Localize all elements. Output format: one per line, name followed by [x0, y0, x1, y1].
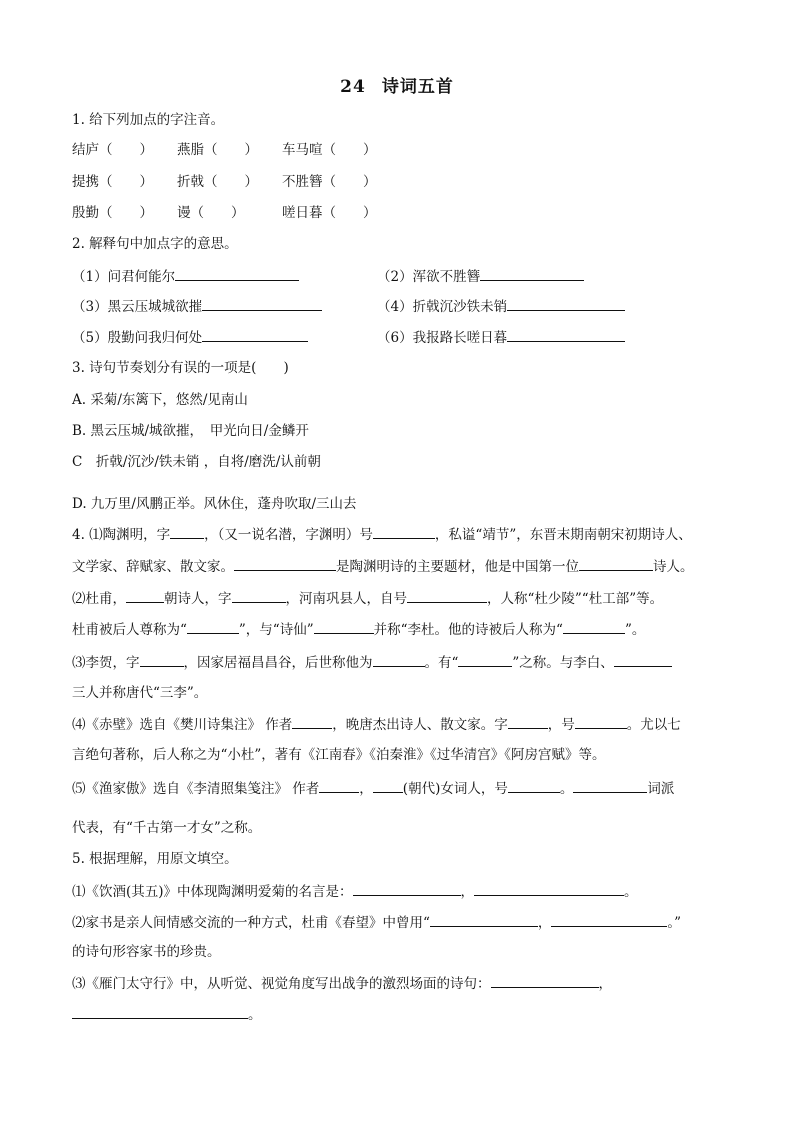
answer-blank	[202, 296, 322, 311]
q3-option: C 折戟/沉沙/铁未销 ，自将/磨洗/认前朝	[72, 454, 321, 470]
q4-line: 三人并称唐代“三李”。	[72, 685, 208, 701]
q2-item: （1）问君何能尔	[72, 266, 299, 287]
q2-item: （4）折戟沉沙铁未销	[377, 296, 625, 317]
q1-item: 嗟日暮（ ）	[282, 205, 377, 221]
q5-line: ⑴《饮酒(其五)》中体现陶渊明爱菊的名言是： ， 。	[72, 881, 638, 902]
q4-line: 文学家、辞赋家、散文家。 是陶渊明诗的主要题材，他是中国第一位 诗人。	[72, 556, 694, 577]
q4-line: 言绝句著称，后人称之为“小杜”，著有《江南春》《泊秦淮》《过华清宫》《阿房宫赋》等。	[72, 747, 606, 763]
q4-line: ⑸《渔家傲》选自《李清照集笺注》 作者 ， (朝代)女词人，号 。 词派	[72, 778, 674, 799]
q1-item: 燕脂（ ）	[177, 142, 258, 158]
answer-blank	[202, 327, 308, 342]
q1-item: 提携（ ）	[72, 174, 153, 190]
q2-item: （2）浑欲不胜簪	[377, 266, 584, 287]
q4-line: ⑶李贺，字 ，因家居福昌昌谷，后世称他为 。有“ ”之称。与李白、	[72, 652, 672, 673]
lesson-title: 诗词五首	[381, 77, 454, 97]
q1-heading: 1. 给下列加点的字注音。	[72, 112, 225, 128]
q5-heading: 5. 根据理解，用原文填空。	[72, 851, 238, 867]
q4-line: ⑵杜甫， 朝诗人，字 ，河南巩县人，自号 ，人称“杜少陵”“杜工部”等。	[72, 588, 663, 609]
q5-line: ⑵家书是亲人间情感交流的一种方式，杜甫《春望》中曾用“ ， 。”	[72, 912, 681, 933]
q1-item: 不胜簪（ ）	[282, 174, 377, 190]
q5-line: 。	[72, 1004, 262, 1025]
q4-line: 4. ⑴陶渊明，字 ，（又一说名潜，字渊明）号 ，私谥“靖节”，东晋末期南朝宋初期诗人、	[72, 524, 692, 545]
q3-option: B. 黑云压城/城欲摧， 甲光向日/金鳞开	[72, 423, 309, 439]
q4-line: 杜甫被后人尊称为“ ”，与“诗仙” 并称“李杜。他的诗被后人称为“ ”。	[72, 619, 645, 640]
q5-line: 的诗句形容家书的珍贵。	[72, 944, 221, 960]
answer-blank	[175, 266, 299, 281]
answer-blank	[507, 296, 625, 311]
q2-item: （3）黑云压城城欲摧	[72, 296, 322, 317]
answer-blank	[507, 327, 625, 342]
q2-heading: 2. 解释句中加点字的意思。	[72, 236, 238, 252]
q4-line: ⑷《赤壁》选自《樊川诗集注》 作者 ，晚唐杰出诗人、散文家。字 ，号 。尤以七	[72, 714, 681, 735]
answer-blank	[480, 266, 584, 281]
q3-option: D. 九万里/风鹏正举。风休住，蓬舟吹取/三山去	[72, 496, 357, 512]
q5-line: ⑶《雁门太守行》中，从听觉、视觉角度写出战争的激烈场面的诗句： ，	[72, 973, 612, 994]
q4-line: 代表，有“千古第一才女”之称。	[72, 820, 262, 836]
page-title	[0, 72, 794, 97]
q2-item: （5）殷勤问我归何处	[72, 327, 308, 348]
q3-heading: 3. 诗句节奏划分有误的一项是( )	[72, 360, 289, 376]
q1-item: 谩（ ）	[177, 205, 245, 221]
lesson-number: 24	[340, 77, 366, 97]
q3-option: A. 采菊/东篱下，悠然/见南山	[72, 392, 248, 408]
q1-item: 车马喧（ ）	[282, 142, 377, 158]
q1-item: 殷勤（ ）	[72, 205, 153, 221]
q2-item: （6）我报路长嗟日暮	[377, 327, 625, 348]
q1-item: 折戟（ ）	[177, 174, 258, 190]
q1-item: 结庐（ ）	[72, 142, 153, 158]
